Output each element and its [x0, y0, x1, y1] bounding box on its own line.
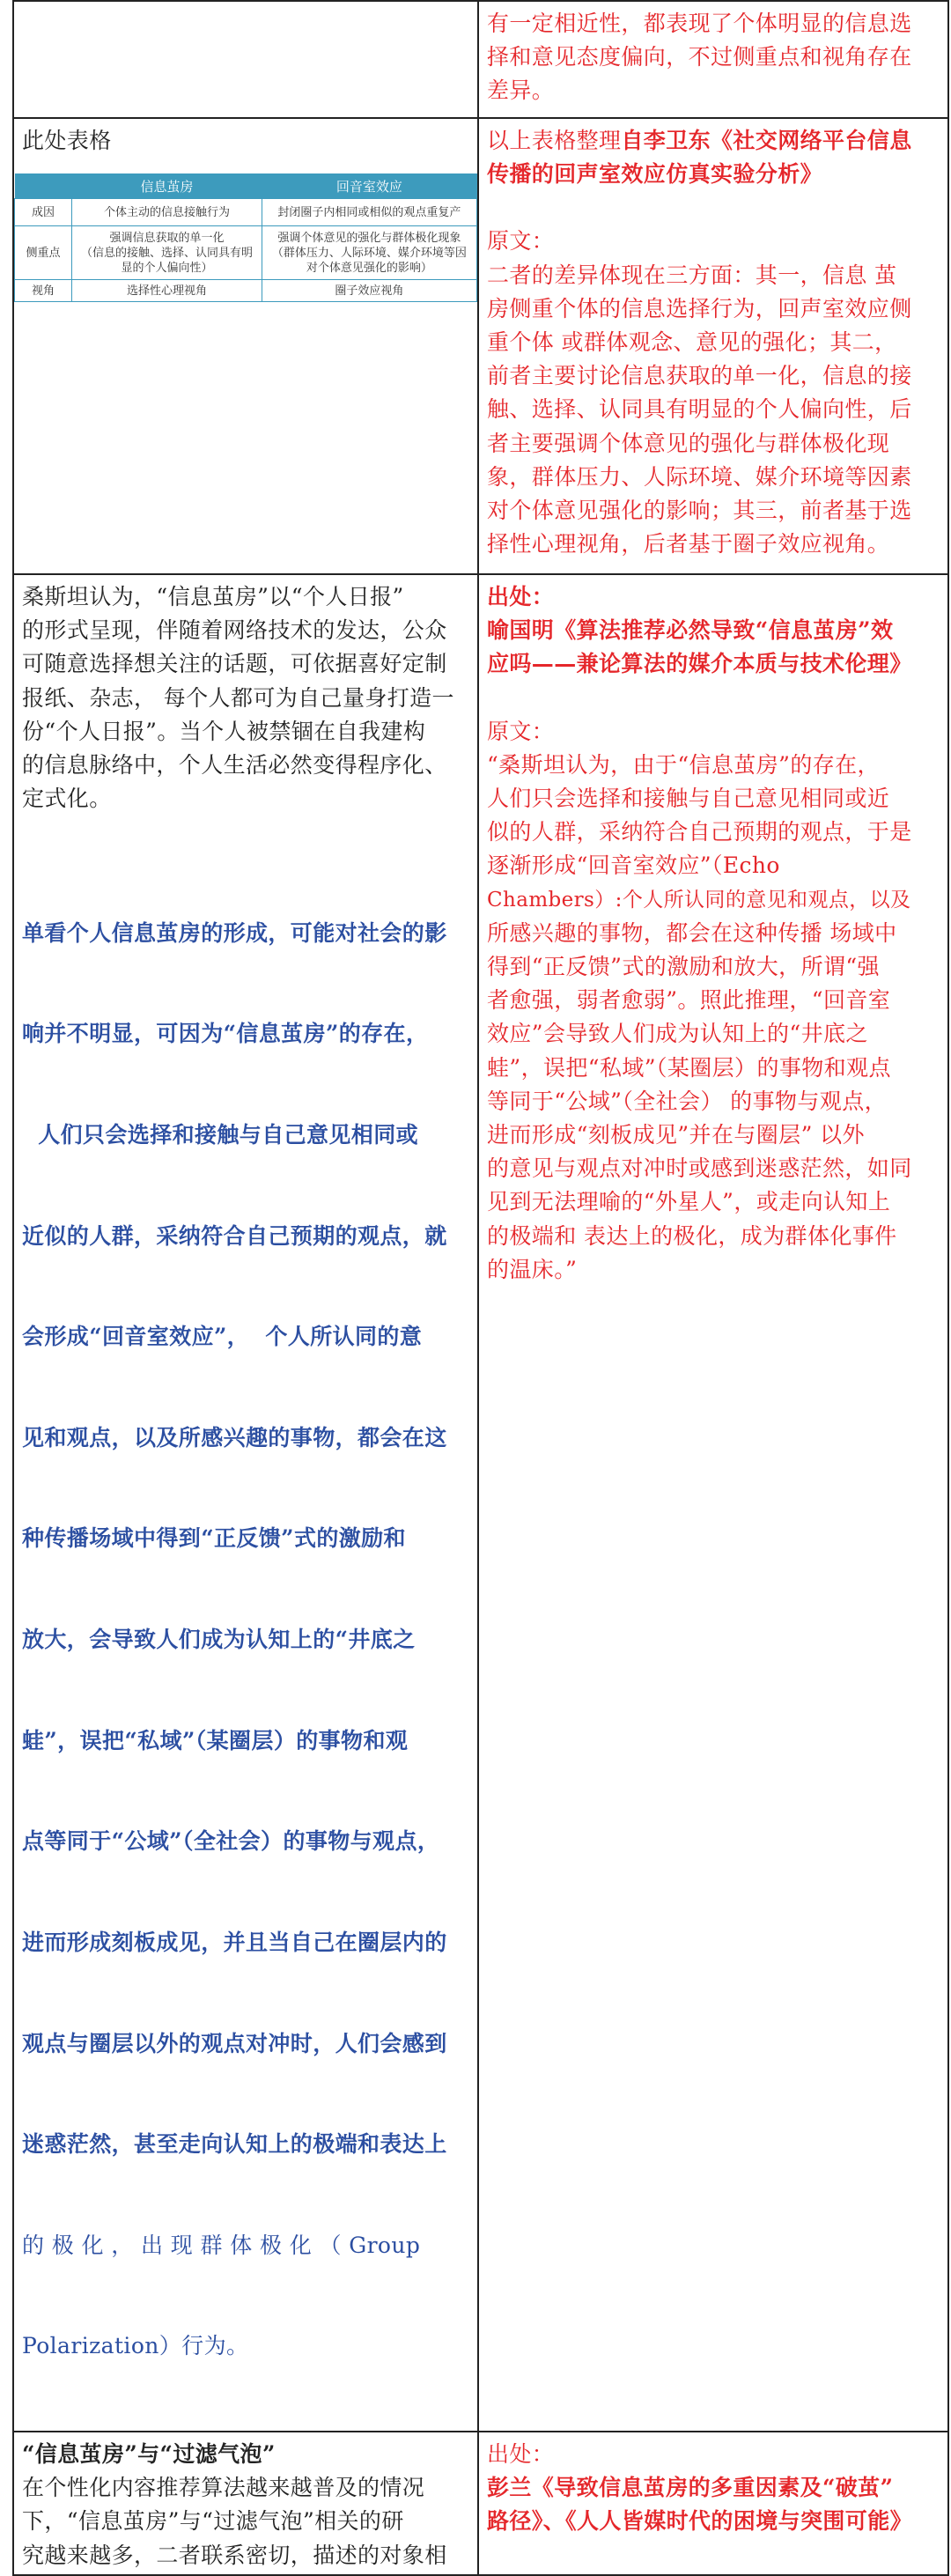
- text-line: 迷惑茫然，甚至走向认知上的极端和表达上: [22, 2131, 447, 2158]
- text-line: 近似的人群，采纳符合自己预期的观点，就: [22, 1222, 447, 1249]
- header-left: 信息茧房: [72, 173, 262, 199]
- text-line: 观点与圈层以外的观点对冲时，人们会感到: [22, 2030, 447, 2056]
- source-label: 出处：: [487, 584, 555, 609]
- text-line: 的温床。”: [487, 1256, 578, 1282]
- original-label: 原文：: [487, 228, 555, 255]
- cell-title: 此处表格: [22, 128, 112, 153]
- cell-row1-right: [478, 1, 948, 118]
- text-line: Chambers）:个人所认同的意见和观点，以及: [487, 888, 911, 912]
- source-label: 出处：: [487, 2440, 555, 2467]
- text-line: 效应”会导致人们成为认知上的“井底之: [487, 1021, 868, 1047]
- text-line: 究越来越多，二者联系密切，描述的对象相: [22, 2542, 447, 2568]
- source-line: [487, 124, 940, 158]
- cell-value: 强调个体意见的强化与群体极化现象 （群体压力、人际环境、媒介环境等因 对个体意见强化的影响）: [262, 226, 476, 280]
- text-line: 人们只会选择和接触与自己意见相同或: [22, 1122, 419, 1148]
- row-label: 侧重点: [15, 226, 72, 280]
- text-line: 者主要强调个体意见的强化与群体极化现: [487, 430, 890, 456]
- text-line: 等同于“公域”（全社会） 的事物与观点，: [487, 1088, 888, 1114]
- cell-row2-right: [478, 118, 948, 574]
- text-line: 放大，会导致人们成为认知上的“井底之: [22, 1627, 416, 1653]
- text-line: 差异。: [487, 78, 555, 104]
- text-line: 前者主要讨论信息获取的单一化，信息的接: [487, 363, 912, 389]
- text-line: 会形成“回音室效应”， 个人所认同的意: [22, 1324, 423, 1350]
- text-line: 单看个人信息茧房的形成，可能对社会的影: [22, 919, 447, 946]
- text-line: 择性心理视角，后者基于圈子效应视角。: [487, 531, 890, 557]
- text-line: 逐渐形成“回音室效应”（Echo: [487, 853, 780, 879]
- text-line: 定式化。: [22, 786, 112, 812]
- text-line: 有一定相近性，都表现了个体明显的信息选: [487, 11, 912, 36]
- text-line: 的极端和 表达上的极化，成为群体化事件: [487, 1222, 897, 1249]
- text-line: 所感兴趣的事物，都会在这种传播 场域中: [487, 919, 897, 946]
- text-line: 在个性化内容推荐算法越来越普及的情况: [22, 2475, 425, 2501]
- comparison-table-image: [14, 173, 477, 302]
- cell-row3-left: [13, 574, 478, 2432]
- text-line: 对个体意见强化的影响；其三，前者基于选: [487, 498, 912, 524]
- text-line: 份“个人日报”。当个人被禁锢在自我建构: [22, 718, 426, 744]
- original-label: 原文：: [487, 718, 555, 744]
- cell-row2-left: [13, 118, 478, 574]
- cell-value: 封闭圈子内相同或相似的观点重复产: [262, 199, 476, 226]
- source-title: 应吗——兼论算法的媒介本质与技术伦理》: [487, 651, 912, 677]
- text-line: 二者的差异体现在三方面：其一，信息 茧: [487, 262, 897, 288]
- text-line: 者愈强，弱者愈弱”。照此推理，“回音室: [487, 987, 891, 1014]
- text-line: 见和观点，以及所感兴趣的事物，都会在这: [22, 1424, 447, 1450]
- row-label: 视角: [15, 280, 72, 302]
- text-line: 响并不明显，可因为“信息茧房”的存在，: [22, 1021, 429, 1047]
- text-line: 点等同于“公域”（全社会）的事物与观点，: [22, 1828, 440, 1855]
- source-title: 喻国明《算法推荐必然导致“信息茧房”效: [487, 617, 894, 644]
- cell-value: 个体主动的信息接触行为: [72, 199, 262, 226]
- text-line: 报纸、杂志， 每个人都可为自己量身打造一: [22, 684, 454, 711]
- source-prefix: 以上表格整理: [487, 128, 622, 153]
- text-line: 得到“正反馈”式的激励和放大，所谓“强: [487, 954, 880, 980]
- cell-row3-right: [478, 574, 948, 2432]
- text-line: 似的人群，采纳符合自己预期的观点，于是: [487, 819, 912, 845]
- text-line: 进而形成刻板成见，并且当自己在圈层内的: [22, 1929, 447, 1955]
- text-line: “桑斯坦认为，由于“信息茧房”的存在，: [487, 751, 880, 778]
- text-line: 可随意选择想关注的话题，可依据喜好定制: [22, 651, 447, 677]
- text-line: Polarization）行为。: [22, 2333, 249, 2359]
- text-line: 房侧重个体的信息选择行为，回声室效应侧: [487, 295, 912, 321]
- text-line: 蛙”，误把“私域”（某圈层）的事物和观点: [487, 1054, 891, 1081]
- text-line: 触、选择、认同具有明显的个人偏向性，后: [487, 396, 912, 423]
- table-row: [13, 118, 948, 574]
- header-blank: [15, 173, 72, 199]
- text-line: 桑斯坦认为，“信息茧房”以“个人日报”: [22, 584, 404, 609]
- cell-row4-right: [478, 2432, 948, 2575]
- text-line: 的形式呈现，伴随着网络技术的发达，公众: [22, 617, 447, 644]
- text-line: 见到无法理喻的“外星人”，或走向认知上: [487, 1189, 891, 1215]
- table-row: [13, 1, 948, 118]
- text-line: 进而形成“刻板成见”并在与圈层” 以外: [487, 1122, 865, 1148]
- text-line: 的 极 化 ， 出 现 群 体 极 化 （ Group: [22, 2232, 421, 2258]
- cell-value: 强调信息获取的单一化 （信息的接触、选择、认同具有明 显的个人偏向性）: [72, 226, 262, 280]
- text-line: 的意见与观点对冲时或感到迷惑茫然，如同: [487, 1155, 912, 1182]
- table-row: [13, 2432, 948, 2575]
- text-line: 的信息脉络中，个人生活必然变得程序化、: [22, 752, 447, 779]
- text-line: 择和意见态度偏向，不过侧重点和视角存在: [487, 44, 912, 70]
- source-title: 自李卫东《社交网络平台信息: [621, 128, 912, 153]
- cell-value: 选择性心理视角: [72, 280, 262, 302]
- table-row: [13, 574, 948, 2432]
- row-label: 成因: [15, 199, 72, 226]
- source-title: 路径》、《人人皆媒时代的困境与突围可能》: [487, 2508, 913, 2535]
- cell-value: 圈子效应视角: [262, 280, 476, 302]
- cell-row1-left: [13, 1, 478, 118]
- text-line: 重个体 或群体观念、意见的强化；其二，: [487, 329, 897, 356]
- cell-title: “信息茧房”与“过滤气泡”: [22, 2440, 276, 2467]
- text-line: 种传播场域中得到“正反馈”式的激励和: [22, 1525, 406, 1552]
- text-line: 下，“信息茧房”与“过滤气泡”相关的研: [22, 2508, 404, 2535]
- notes-table: [12, 0, 949, 2576]
- cell-row4-left: [13, 2432, 478, 2575]
- text-line: 象，群体压力、人际环境、媒介环境等因素: [487, 463, 912, 490]
- source-title: 传播的回声室效应仿真实验分析》: [487, 161, 823, 188]
- header-right: 回音室效应: [262, 173, 476, 199]
- text-line: 蛙”，误把“私域”（某圈层）的事物和观: [22, 1727, 409, 1753]
- source-title: 彭兰《导致信息茧房的多重因素及“破茧”: [487, 2475, 894, 2501]
- text-line: 人们只会选择和接触与自己意见相同或近: [487, 786, 890, 812]
